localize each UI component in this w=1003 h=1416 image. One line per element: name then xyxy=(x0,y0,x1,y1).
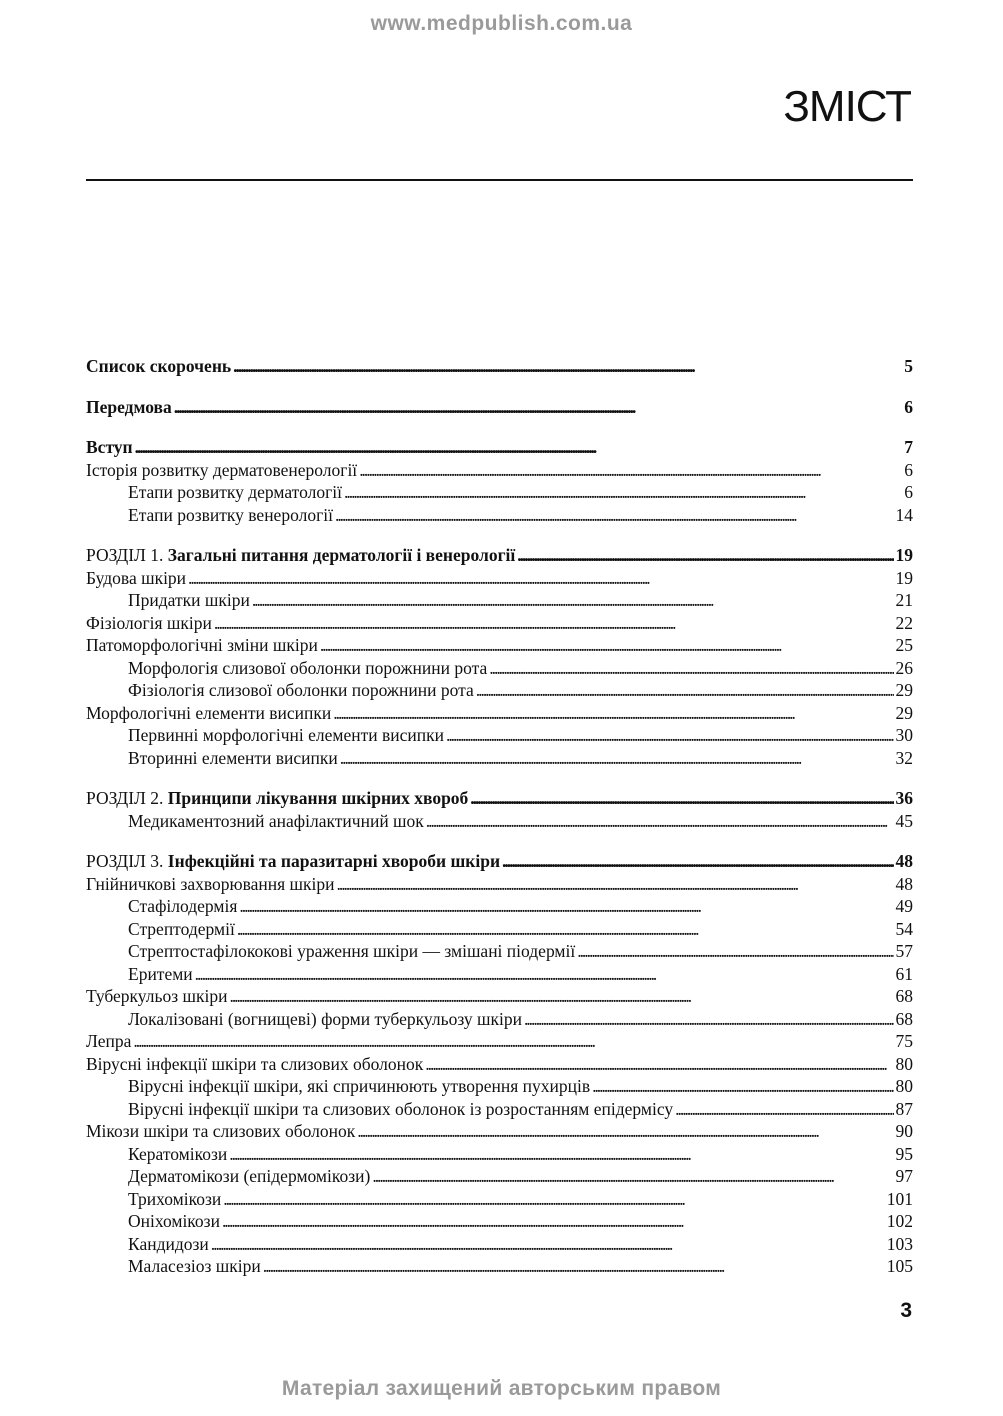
toc-dot-leader xyxy=(188,567,893,590)
toc-entry[interactable] xyxy=(86,481,913,504)
toc-entry-title: Вторинні елементи висипки xyxy=(128,747,338,768)
toc-dot-leader xyxy=(470,787,893,810)
toc-entry-title: Вірусні інфекції шкіри та слизових оболонок xyxy=(86,1053,424,1074)
toc-dot-leader xyxy=(223,1188,885,1211)
toc-entry-title xyxy=(86,850,500,873)
toc-entry[interactable] xyxy=(86,544,913,567)
toc-entry-page: 80 xyxy=(895,1053,913,1074)
toc-entry-page: 6 xyxy=(904,459,913,480)
toc-entry[interactable] xyxy=(86,1210,913,1233)
toc-entry-page: 75 xyxy=(895,1031,913,1051)
toc-entry-title: Фізіологія шкіри xyxy=(86,612,212,633)
toc-entry[interactable] xyxy=(86,436,913,459)
toc-entry-page: 29 xyxy=(895,680,913,700)
toc-entry-title: Трихомікози xyxy=(128,1188,222,1209)
toc-entry-page: 36 xyxy=(895,788,913,808)
toc-entry-page: 49 xyxy=(895,896,913,916)
toc-entry-title: Стафілодермія xyxy=(128,896,238,916)
toc-entry-title: Маласезіоз шкіри xyxy=(128,1256,261,1276)
toc-entry[interactable] xyxy=(86,396,913,419)
watermark-top: www.medpublish.com.ua xyxy=(370,12,633,35)
toc-entry-title: Вірусні інфекції шкіри та слизових оболонок із розростанням епідермісу xyxy=(128,1098,674,1119)
toc-entry-title: Оніхомікози xyxy=(128,1211,220,1231)
toc-entry-page: 68 xyxy=(895,986,913,1006)
toc-entry-page: 48 xyxy=(895,873,913,894)
toc-section-prefix: РОЗДІЛ 2. xyxy=(86,788,164,808)
watermark-bottom: Матеріал захищений авторським правом xyxy=(281,1377,722,1400)
toc-entry-title: Фізіологія слизової оболонки порожнини рота xyxy=(128,680,474,700)
toc-dot-leader xyxy=(357,1120,893,1143)
toc-dot-leader xyxy=(517,544,893,567)
toc-dot-leader xyxy=(233,355,902,378)
toc-entry-page: 61 xyxy=(895,963,913,984)
toc-section-prefix: РОЗДІЛ 1. xyxy=(86,545,164,565)
toc-dot-leader xyxy=(337,873,894,896)
toc-entry[interactable] xyxy=(86,355,913,378)
toc-entry-page: 6 xyxy=(904,482,913,502)
toc-entry-page: 21 xyxy=(895,590,913,610)
toc-entry-title: Мікози шкіри та слизових оболонок xyxy=(86,1121,356,1141)
toc-section-title: Загальні питання дерматології і венерології xyxy=(167,545,516,565)
toc-entry[interactable] xyxy=(86,612,913,635)
toc-entry-page: 101 xyxy=(886,1188,913,1209)
toc-entry-title: Патоморфологічні зміни шкіри xyxy=(86,635,318,655)
toc-dot-leader xyxy=(524,1008,894,1031)
toc-entry-title: Стрептостафілококові ураження шкіри — змішані піодермії xyxy=(128,941,576,961)
toc-dot-leader xyxy=(489,657,893,680)
toc-entry[interactable] xyxy=(86,850,913,873)
toc-entry-page: 22 xyxy=(895,612,913,633)
toc-entry[interactable] xyxy=(86,1143,913,1166)
toc-entry[interactable] xyxy=(86,895,913,918)
toc-dot-leader xyxy=(195,963,894,986)
toc-entry-title: Морфологія слизової оболонки порожнини рота xyxy=(128,657,488,678)
toc-dot-leader xyxy=(577,940,893,963)
toc-dot-leader xyxy=(222,1210,885,1233)
toc-entry-title: Будова шкіри xyxy=(86,567,187,588)
toc-entry[interactable] xyxy=(86,1075,913,1098)
toc-entry[interactable] xyxy=(86,459,913,482)
toc-entry[interactable] xyxy=(86,963,913,986)
toc-entry[interactable] xyxy=(86,1098,913,1121)
toc-dot-leader xyxy=(476,679,894,702)
toc-entry[interactable] xyxy=(86,940,913,963)
toc-entry-page: 54 xyxy=(895,918,913,939)
toc-dot-leader xyxy=(675,1098,893,1121)
toc-entry-title: Кандидози xyxy=(128,1233,209,1254)
toc-dot-leader xyxy=(446,724,894,747)
toc-entry[interactable] xyxy=(86,702,913,725)
toc-entry-page: 97 xyxy=(895,1166,913,1186)
toc-section-title: Принципи лікування шкірних хвороб xyxy=(167,788,469,808)
toc-dot-leader xyxy=(263,1255,885,1278)
toc-entry[interactable] xyxy=(86,787,913,810)
toc-entry[interactable] xyxy=(86,724,913,747)
toc-entry-page: 80 xyxy=(895,1076,913,1096)
toc-dot-leader xyxy=(211,1233,885,1256)
toc-dot-leader xyxy=(252,589,894,612)
heading-divider xyxy=(86,179,913,181)
toc-entry-title: Морфологічні елементи висипки xyxy=(86,702,332,723)
toc-dot-leader xyxy=(135,436,903,459)
toc-entry[interactable] xyxy=(86,985,913,1008)
toc-entry-title: Історія розвитку дерматовенерології xyxy=(86,459,358,480)
toc-entry[interactable] xyxy=(86,504,913,527)
toc-entry-title: Первинні морфологічні елементи висипки xyxy=(128,725,444,745)
toc-entry-page: 45 xyxy=(895,810,913,831)
toc-entry[interactable] xyxy=(86,1053,913,1076)
toc-entry-page: 48 xyxy=(895,851,913,871)
toc-entry[interactable] xyxy=(86,1165,913,1188)
toc-entry-title: Кератомікози xyxy=(128,1143,228,1164)
toc-entry-page: 25 xyxy=(895,635,913,655)
toc-entry[interactable] xyxy=(86,1030,913,1053)
toc-dot-leader xyxy=(426,810,894,833)
toc-entry-page: 19 xyxy=(895,567,913,588)
toc-entry-title: Придатки шкіри xyxy=(128,590,250,610)
toc-dot-leader xyxy=(237,918,894,941)
toc-dot-leader xyxy=(239,895,893,918)
toc-dot-leader xyxy=(333,702,893,725)
toc-entry-page: 30 xyxy=(895,725,913,745)
toc-entry-page: 5 xyxy=(904,356,913,376)
toc-entry[interactable] xyxy=(86,657,913,680)
table-of-contents xyxy=(86,355,913,1278)
toc-dot-leader xyxy=(214,612,894,635)
toc-entry[interactable] xyxy=(86,1120,913,1143)
toc-entry-title: Лепра xyxy=(86,1031,132,1051)
toc-entry[interactable] xyxy=(86,634,913,657)
toc-entry[interactable] xyxy=(86,1188,913,1211)
toc-dot-leader xyxy=(344,481,902,504)
toc-entry[interactable] xyxy=(86,567,913,590)
toc-entry-title: Гнійничкові захворювання шкіри xyxy=(86,873,335,894)
toc-entry-title: Вірусні інфекції шкіри, які спричинюють утворення пухирців xyxy=(128,1076,591,1096)
toc-dot-leader xyxy=(425,1053,893,1076)
toc-entry-title: Стрептодермії xyxy=(128,918,235,939)
toc-section-prefix: РОЗДІЛ 3. xyxy=(86,851,164,871)
toc-entry[interactable] xyxy=(86,589,913,612)
page-number: 3 xyxy=(900,1299,912,1322)
toc-entry[interactable] xyxy=(86,873,913,896)
toc-dot-leader xyxy=(592,1075,893,1098)
toc-entry-title: Локалізовані (вогнищеві) форми туберкульозу шкіри xyxy=(128,1008,522,1029)
toc-dot-leader xyxy=(174,396,903,419)
toc-entry-title: Дерматомікози (епідермомікози) xyxy=(128,1166,371,1186)
toc-entry-page: 26 xyxy=(895,657,913,678)
toc-entry-title: Етапи розвитку венерології xyxy=(128,504,333,525)
toc-dot-leader xyxy=(133,1030,893,1053)
toc-dot-leader xyxy=(502,850,893,873)
toc-entry-title: Еритеми xyxy=(128,963,193,984)
toc-entry-title: Медикаментозний анафілактичний шок xyxy=(128,810,424,831)
toc-entry-title xyxy=(86,787,468,810)
toc-dot-leader xyxy=(229,1143,893,1166)
toc-entry-page: 103 xyxy=(886,1233,913,1254)
toc-dot-leader xyxy=(229,985,893,1008)
toc-entry-title xyxy=(86,544,515,567)
toc-entry[interactable] xyxy=(86,1255,913,1278)
toc-dot-leader xyxy=(372,1165,893,1188)
toc-entry-page: 6 xyxy=(904,396,913,417)
toc-entry[interactable] xyxy=(86,747,913,770)
toc-dot-leader xyxy=(320,634,894,657)
toc-entry-title: Передмова xyxy=(86,396,172,417)
toc-dot-leader xyxy=(335,504,894,527)
page-title: ЗМІСТ xyxy=(783,82,911,131)
toc-entry-page: 102 xyxy=(886,1211,913,1231)
toc-entry-page: 19 xyxy=(895,545,913,565)
toc-entry-page: 57 xyxy=(895,941,913,961)
toc-entry-page: 95 xyxy=(895,1143,913,1164)
toc-entry[interactable] xyxy=(86,810,913,833)
toc-dot-leader xyxy=(340,747,894,770)
toc-entry-title: Туберкульоз шкіри xyxy=(86,986,228,1006)
toc-entry-title: Список скорочень xyxy=(86,356,232,376)
toc-entry[interactable] xyxy=(86,679,913,702)
toc-entry-page: 32 xyxy=(895,747,913,768)
toc-entry-page: 105 xyxy=(886,1256,913,1276)
toc-entry[interactable] xyxy=(86,1008,913,1031)
toc-entry[interactable] xyxy=(86,1233,913,1256)
toc-entry-title: Вступ xyxy=(86,437,133,457)
toc-entry-title: Етапи розвитку дерматології xyxy=(128,482,343,502)
toc-dot-leader xyxy=(359,459,902,482)
toc-entry-page: 90 xyxy=(895,1121,913,1141)
toc-entry-page: 29 xyxy=(895,702,913,723)
toc-entry-page: 7 xyxy=(904,437,913,457)
toc-entry-page: 87 xyxy=(895,1098,913,1119)
toc-section-title: Інфекційні та паразитарні хвороби шкіри xyxy=(167,851,501,871)
toc-entry[interactable] xyxy=(86,918,913,941)
toc-entry-page: 68 xyxy=(895,1008,913,1029)
toc-entry-page: 14 xyxy=(895,504,913,525)
